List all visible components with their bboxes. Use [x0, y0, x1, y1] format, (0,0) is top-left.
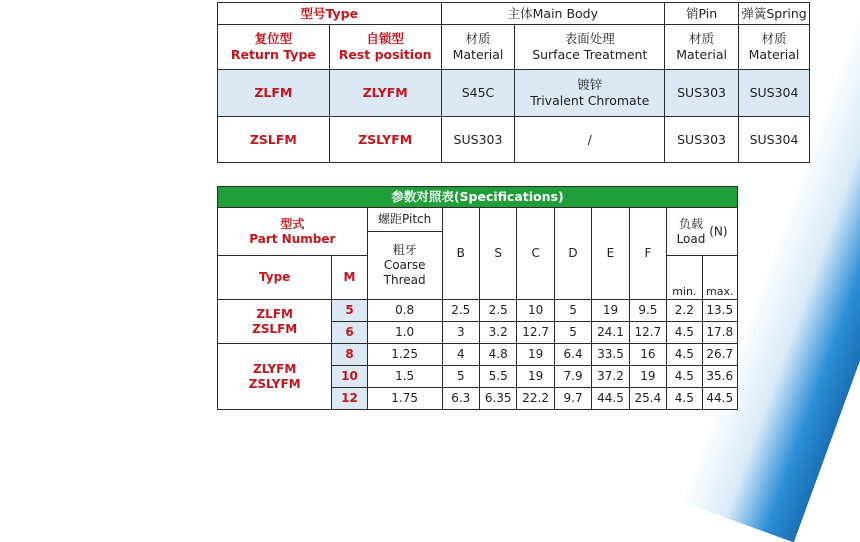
coarse-thread-header [367, 232, 442, 300]
rest-position-cell: ZLYFM [329, 70, 441, 117]
surface-cell [515, 70, 665, 117]
s-value: 6.35 [480, 388, 517, 410]
m-value: 8 [332, 344, 367, 366]
rest-position-cell: ZSLYFM [329, 117, 441, 163]
m-value: 5 [332, 300, 367, 322]
thread-en: Thread [383, 273, 426, 287]
type-group-2 [218, 344, 332, 410]
surface-cell: / [515, 117, 665, 163]
c-value: 12.7 [517, 322, 554, 344]
return-type-cn: 复位型 [254, 31, 293, 47]
load-min-value: 2.2 [667, 300, 702, 322]
m-value: 6 [332, 322, 367, 344]
material-cn: 材质 [465, 31, 491, 47]
material-row [218, 117, 810, 163]
m-value: 10 [332, 366, 367, 388]
e-value: 33.5 [592, 344, 629, 366]
spec-row [218, 344, 738, 366]
material-header-row [218, 3, 810, 25]
f-value: 25.4 [629, 388, 666, 410]
pitch-value: 0.8 [367, 300, 442, 322]
return-type-header [218, 25, 330, 70]
col-f-header: F [629, 208, 666, 300]
spec-title: 参数对照表(Specifications) [218, 187, 738, 208]
main-body-header: 主体Main Body [441, 3, 665, 25]
type-zlyfm: ZLYFM [253, 361, 297, 376]
e-value: 37.2 [592, 366, 629, 388]
f-value: 16 [629, 344, 666, 366]
pin-material-cell: SUS303 [665, 70, 739, 117]
col-s-header: S [480, 208, 517, 300]
load-header [667, 208, 738, 256]
col-b-header: B [442, 208, 479, 300]
return-type-en: Return Type [230, 47, 316, 62]
f-value: 12.7 [629, 322, 666, 344]
part-number-header [218, 208, 368, 256]
pin-header: 销Pin [665, 3, 739, 25]
surface-cn: 表面处理 [564, 31, 615, 47]
load-max-value: 44.5 [702, 388, 737, 410]
e-value: 44.5 [592, 388, 629, 410]
b-value: 6.3 [442, 388, 479, 410]
type-group-1 [218, 300, 332, 344]
spring-material-cell: SUS304 [739, 117, 810, 163]
c-value: 19 [517, 344, 554, 366]
material-row [218, 70, 810, 117]
m-header: M [332, 256, 367, 300]
c-value: 22.2 [517, 388, 554, 410]
load-max-value: 26.7 [702, 344, 737, 366]
spec-row [218, 300, 738, 322]
spring-material-header [739, 25, 810, 70]
pitch-value: 1.25 [367, 344, 442, 366]
b-value: 2.5 [442, 300, 479, 322]
pitch-value: 1.75 [367, 388, 442, 410]
d-value: 7.9 [554, 366, 591, 388]
e-value: 19 [592, 300, 629, 322]
m-value: 12 [332, 388, 367, 410]
rest-position-en: Rest position [338, 47, 432, 62]
coarse-cn: 粗牙 [392, 243, 417, 257]
load-unit: (N) [709, 224, 728, 238]
load-min-header: min. [667, 256, 702, 300]
model-type-header: 型号Type [218, 3, 442, 25]
d-value: 6.4 [554, 344, 591, 366]
material-en: Material [748, 47, 800, 62]
material-en: Material [676, 47, 727, 62]
pitch-value: 1.0 [367, 322, 442, 344]
spring-material-cell: SUS304 [739, 70, 810, 117]
specifications-table [217, 186, 738, 410]
col-e-header: E [592, 208, 629, 300]
surface-en-value: Trivalent Chromate [530, 93, 650, 108]
return-type-cell: ZLFM [218, 70, 330, 117]
f-value: 19 [629, 366, 666, 388]
part-number-en: Part Number [249, 231, 336, 246]
load-en: Load [676, 231, 706, 246]
pin-material-header [665, 25, 739, 70]
load-min-value: 4.5 [667, 344, 702, 366]
load-max-header: max. [702, 256, 737, 300]
pin-material-cell: SUS303 [665, 117, 739, 163]
s-value: 3.2 [480, 322, 517, 344]
b-value: 4 [442, 344, 479, 366]
d-value: 9.7 [554, 388, 591, 410]
load-min-value: 4.5 [667, 366, 702, 388]
material-cn: 材质 [689, 31, 715, 47]
material-table [217, 2, 810, 163]
s-value: 4.8 [480, 344, 517, 366]
load-max-value: 13.5 [702, 300, 737, 322]
f-value: 9.5 [629, 300, 666, 322]
load-max-value: 35.6 [702, 366, 737, 388]
spec-header-row-1 [218, 208, 738, 232]
type-header: Type [218, 256, 332, 300]
load-min-value: 4.5 [667, 322, 702, 344]
e-value: 24.1 [592, 322, 629, 344]
material-subheader-row [218, 25, 810, 70]
rest-position-header [329, 25, 441, 70]
spring-header: 弹簧Spring [739, 3, 810, 25]
return-type-cell: ZSLFM [218, 117, 330, 163]
part-number-cn: 型式 [280, 216, 305, 231]
s-value: 2.5 [480, 300, 517, 322]
type-zslyfm: ZSLYFM [248, 376, 301, 391]
surface-treatment-header [515, 25, 665, 70]
body-material-cell: S45C [441, 70, 515, 117]
c-value: 10 [517, 300, 554, 322]
col-c-header: C [517, 208, 554, 300]
pitch-value: 1.5 [367, 366, 442, 388]
material-en: Material [452, 47, 504, 62]
rest-position-cn: 自锁型 [366, 31, 404, 47]
col-d-header: D [554, 208, 591, 300]
load-min-value: 4.5 [667, 388, 702, 410]
type-zlfm: ZLFM [256, 306, 293, 321]
coarse-en: Coarse [383, 258, 426, 272]
pitch-header: 螺距Pitch [367, 208, 442, 232]
spec-title-row [218, 187, 738, 208]
s-value: 5.5 [480, 366, 517, 388]
body-material-cell: SUS303 [441, 117, 515, 163]
material-cn: 材质 [761, 31, 787, 47]
load-cn: 负载 [678, 216, 703, 231]
load-max-value: 17.8 [702, 322, 737, 344]
surface-en: Surface Treatment [532, 47, 648, 62]
b-value: 5 [442, 366, 479, 388]
b-value: 3 [442, 322, 479, 344]
d-value: 5 [554, 300, 591, 322]
c-value: 19 [517, 366, 554, 388]
body-material-header [441, 25, 515, 70]
surface-cn-value: 镀锌 [577, 77, 603, 93]
type-zslfm: ZSLFM [252, 321, 298, 336]
d-value: 5 [554, 322, 591, 344]
